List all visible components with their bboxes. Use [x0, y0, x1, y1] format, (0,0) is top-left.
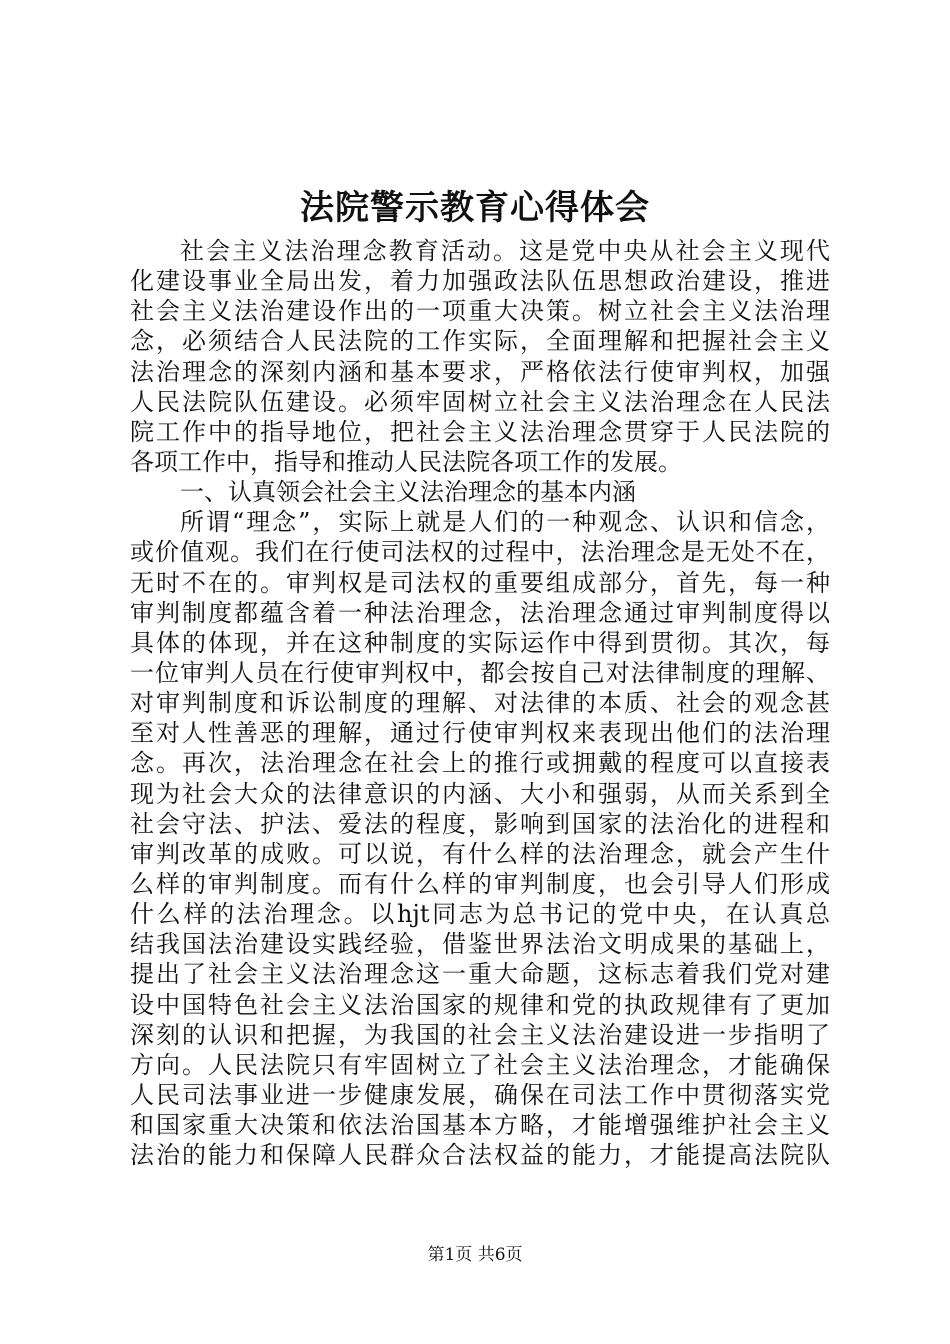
paragraph-line: 人民司法事业进一步健康发展，确保在司法工作中贯彻落实党	[130, 1080, 830, 1109]
paragraph-line: 设中国特色社会主义法治国家的规律和党的执政规律有了更加	[130, 990, 830, 1019]
paragraph-line: 社会主义法治建设作出的一项重大决策。树立社会主义法治理	[130, 297, 830, 326]
document-body	[130, 236, 830, 1170]
paragraph-line: 和国家重大决策和依法治国基本方略，才能增强维护社会主义	[130, 1111, 830, 1140]
paragraph-line: 什么样的法治理念。以hjt同志为总书记的党中央，在认真总	[130, 900, 830, 929]
paragraph-line: 么样的审判制度。而有什么样的审判制度，也会引导人们形成	[130, 869, 830, 898]
document-title: 法院警示教育心得体会	[300, 188, 650, 228]
paragraph-line: 念，必须结合人民法院的工作实际，全面理解和把握社会主义	[130, 327, 830, 356]
paragraph-line: 结我国法治建设实践经验，借鉴世界法治文明成果的基础上，	[130, 930, 830, 959]
paragraph-line: 无时不在的。审判权是司法权的重要组成部分，首先，每一种	[130, 568, 830, 597]
paragraph-line: 方向。人民法院只有牢固树立了社会主义法治理念，才能确保	[130, 1050, 830, 1079]
paragraph-line: 法治理念的深刻内涵和基本要求，严格依法行使审判权，加强	[130, 357, 830, 386]
paragraph-line: 院工作中的指导地位，把社会主义法治理念贯穿于人民法院的	[130, 417, 830, 446]
paragraph-line: 社会守法、护法、爱法的程度，影响到国家的法治化的进程和	[130, 809, 830, 838]
paragraph-line: 社会主义法治理念教育活动。这是党中央从社会主义现代	[180, 237, 830, 265]
paragraph-line: 具体的体现，并在这种制度的实际运作中得到贯彻。其次，每	[130, 628, 830, 657]
paragraph-line: 现为社会大众的法律意识的内涵、大小和强弱，从而关系到全	[130, 779, 830, 808]
page-footer: 第1页 共6页	[427, 1245, 523, 1265]
paragraph-line: 或价值观。我们在行使司法权的过程中，法治理念是无处不在，	[130, 538, 830, 567]
paragraph-line: 深刻的认识和把握，为我国的社会主义法治建设进一步指明了	[130, 1020, 830, 1049]
paragraph-line: 至对人性善恶的理解，通过行使审判权来表现出他们的法治理	[130, 719, 830, 748]
paragraph-line: 各项工作中，指导和推动人民法院各项工作的发展。	[130, 447, 682, 476]
paragraph-line: 审判改革的成败。可以说，有什么样的法治理念，就会产生什	[130, 839, 830, 868]
paragraph-line: 审判制度都蕴含着一种法治理念，法治理念通过审判制度得以	[130, 598, 830, 627]
paragraph-line: 法治的能力和保障人民群众合法权益的能力，才能提高法院队	[130, 1141, 830, 1170]
paragraph-line: 对审判制度和诉讼制度的理解、对法律的本质、社会的观念甚	[130, 689, 830, 718]
paragraph-line: 一位审判人员在行使审判权中，都会按自己对法律制度的理解、	[130, 658, 830, 687]
paragraph-line: 化建设事业全局出发，着力加强政法队伍思想政治建设，推进	[130, 267, 830, 296]
section-heading: 一、认真领会社会主义法治理念的基本内涵	[180, 478, 636, 507]
paragraph-line: 提出了社会主义法治理念这一重大命题，这标志着我们党对建	[130, 960, 830, 989]
paragraph-line: 人民法院队伍建设。必须牢固树立社会主义法治理念在人民法	[130, 387, 830, 416]
paragraph-line: 念。再次，法治理念在社会上的推行或拥戴的程度可以直接表	[130, 749, 830, 778]
paragraph-line: 所谓“理念”，实际上就是人们的一种观念、认识和信念，	[180, 508, 830, 537]
